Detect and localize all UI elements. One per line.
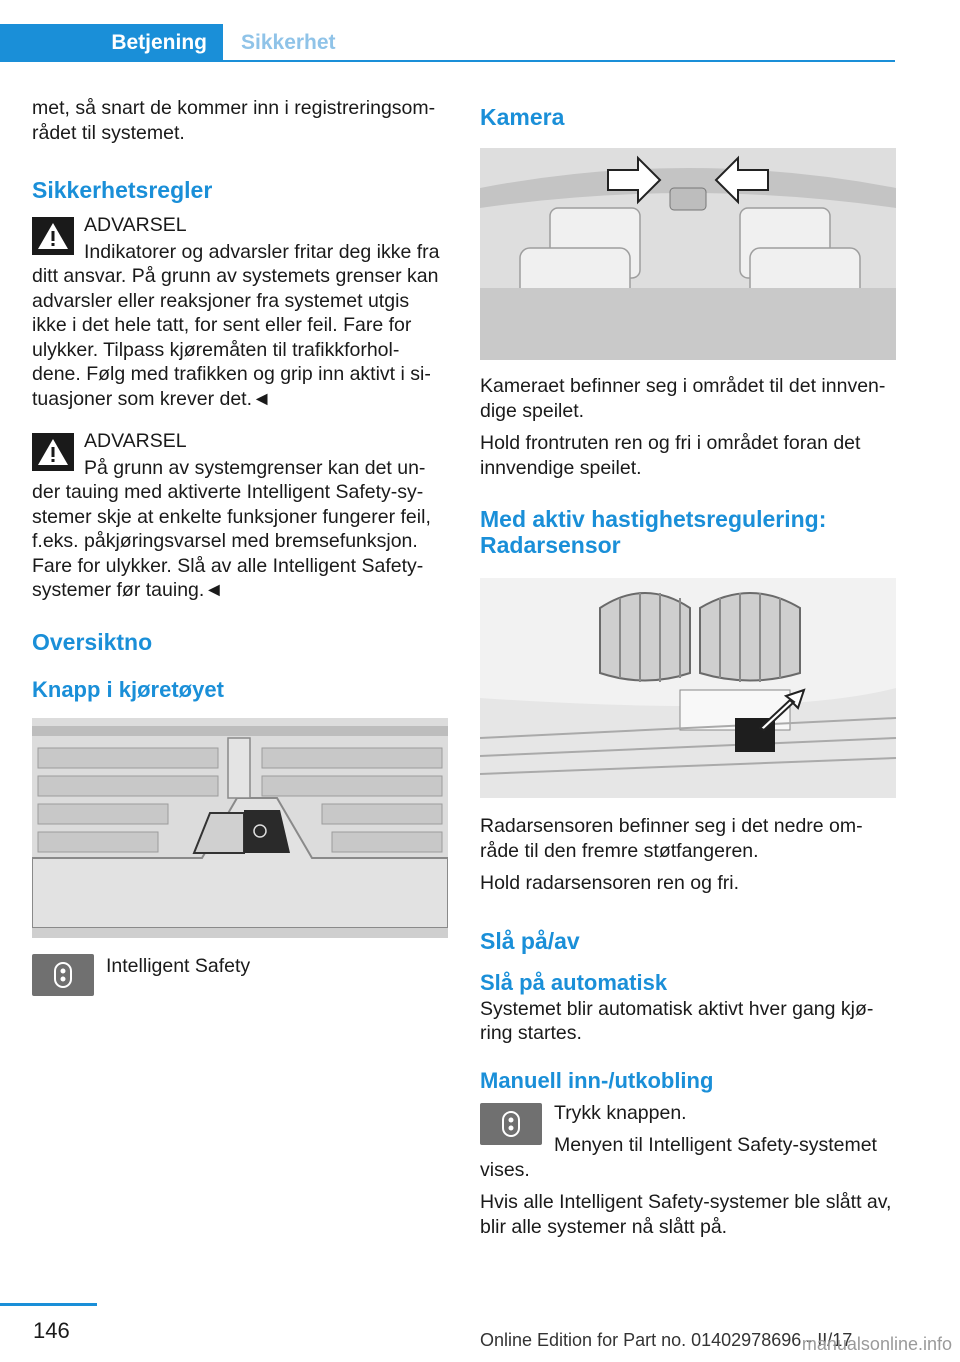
warning-triangle-icon [32, 433, 74, 471]
manual-paragraph-1: Trykk knappen. [554, 1101, 687, 1124]
warning-2-text: På grunn av systemgrenser kan det un-der tauing med aktiverte Intelligent Safety-sy-stemer skje at enkelte funksjoner fungerer feil, f.eks. påkjøringsvarsel med bremsefunksjon. Fare for ulykker. Slå av alle Intelligent Safety-systemer før tauing.◄ [32, 456, 431, 601]
chapter-tabs [0, 24, 895, 62]
button-in-vehicle-image [32, 718, 448, 938]
page-number: 146 [33, 1318, 70, 1343]
heading-on-off: Slå på/av [480, 927, 580, 954]
warning-block-1 [32, 213, 448, 411]
heading-radar: Med aktiv hastighetsregulering: Radarsensor [480, 506, 827, 558]
radar-sensor-image [480, 578, 896, 798]
heading-button-in-vehicle: Knapp i kjøretøyet [32, 676, 224, 702]
right-column [480, 96, 896, 1247]
tab-underline [0, 60, 895, 62]
button-legend-label: Intelligent Safety [106, 954, 251, 977]
intelligent-safety-button-icon [32, 954, 94, 996]
radar-paragraph-1: Radarsensoren befinner seg i det nedre om-råde til den fremre støtfangeren. [480, 815, 863, 862]
warning-block-2 [32, 429, 448, 603]
heading-auto-on: Slå på automatisk [480, 969, 668, 995]
tab-betjening[interactable]: Betjening [0, 24, 223, 62]
footer-rule [0, 1303, 97, 1306]
warning-1-text: Indikatorer og advarsler fritar deg ikke fra ditt ansvar. På grunn av systemets grenser kan advarsler eller reaksjoner fra systemet utgis ikke i det hele tatt, for sent eller feil. Fare for ulykker. Tilpass kjøremåten til trafikkforhol-dene. Følg med trafikken og grip inn aktivt i si-tuasjoner som krever det.◄ [32, 240, 440, 410]
warning-1-title: ADVARSEL [84, 214, 187, 236]
manual-paragraph-3: Hvis alle Intelligent Safety-systemer ble slått av, blir alle systemer nå slått på. [480, 1191, 892, 1238]
radar-paragraph-2: Hold radarsensoren ren og fri. [480, 872, 740, 894]
heading-camera: Kamera [480, 104, 565, 130]
camera-paragraph-2: Hold frontruten ren og fri i området foran det innvendige speilet. [480, 432, 861, 479]
tab-sikkerhet[interactable]: Sikkerhet [241, 31, 336, 54]
left-column [32, 96, 448, 996]
heading-safety-rules: Sikkerhetsregler [32, 177, 213, 203]
warning-2-title: ADVARSEL [84, 430, 187, 452]
camera-location-image [480, 148, 896, 360]
watermark: manualsonline.info [801, 1334, 952, 1354]
intelligent-safety-button-icon [480, 1103, 542, 1145]
intro-paragraph: met, så snart de kommer inn i registreringsom- rådet til systemet. [32, 97, 436, 144]
footer-edition: Online Edition for Part no. 01402978696 - II/17 [480, 1330, 853, 1350]
warning-triangle-icon [32, 217, 74, 255]
manual-block [480, 1101, 896, 1183]
heading-manual: Manuell inn-/utkobling [480, 1067, 714, 1093]
camera-paragraph-1: Kameraet befinner seg i området til det innven-dige speilet. [480, 375, 886, 422]
button-legend [32, 954, 448, 996]
auto-paragraph: Systemet blir automatisk aktivt hver gang kjø-ring startes. [480, 997, 874, 1044]
heading-overview: Oversiktno [32, 628, 153, 655]
manual-paragraph-2: Menyen til Intelligent Safety-systemet vises. [480, 1134, 877, 1181]
